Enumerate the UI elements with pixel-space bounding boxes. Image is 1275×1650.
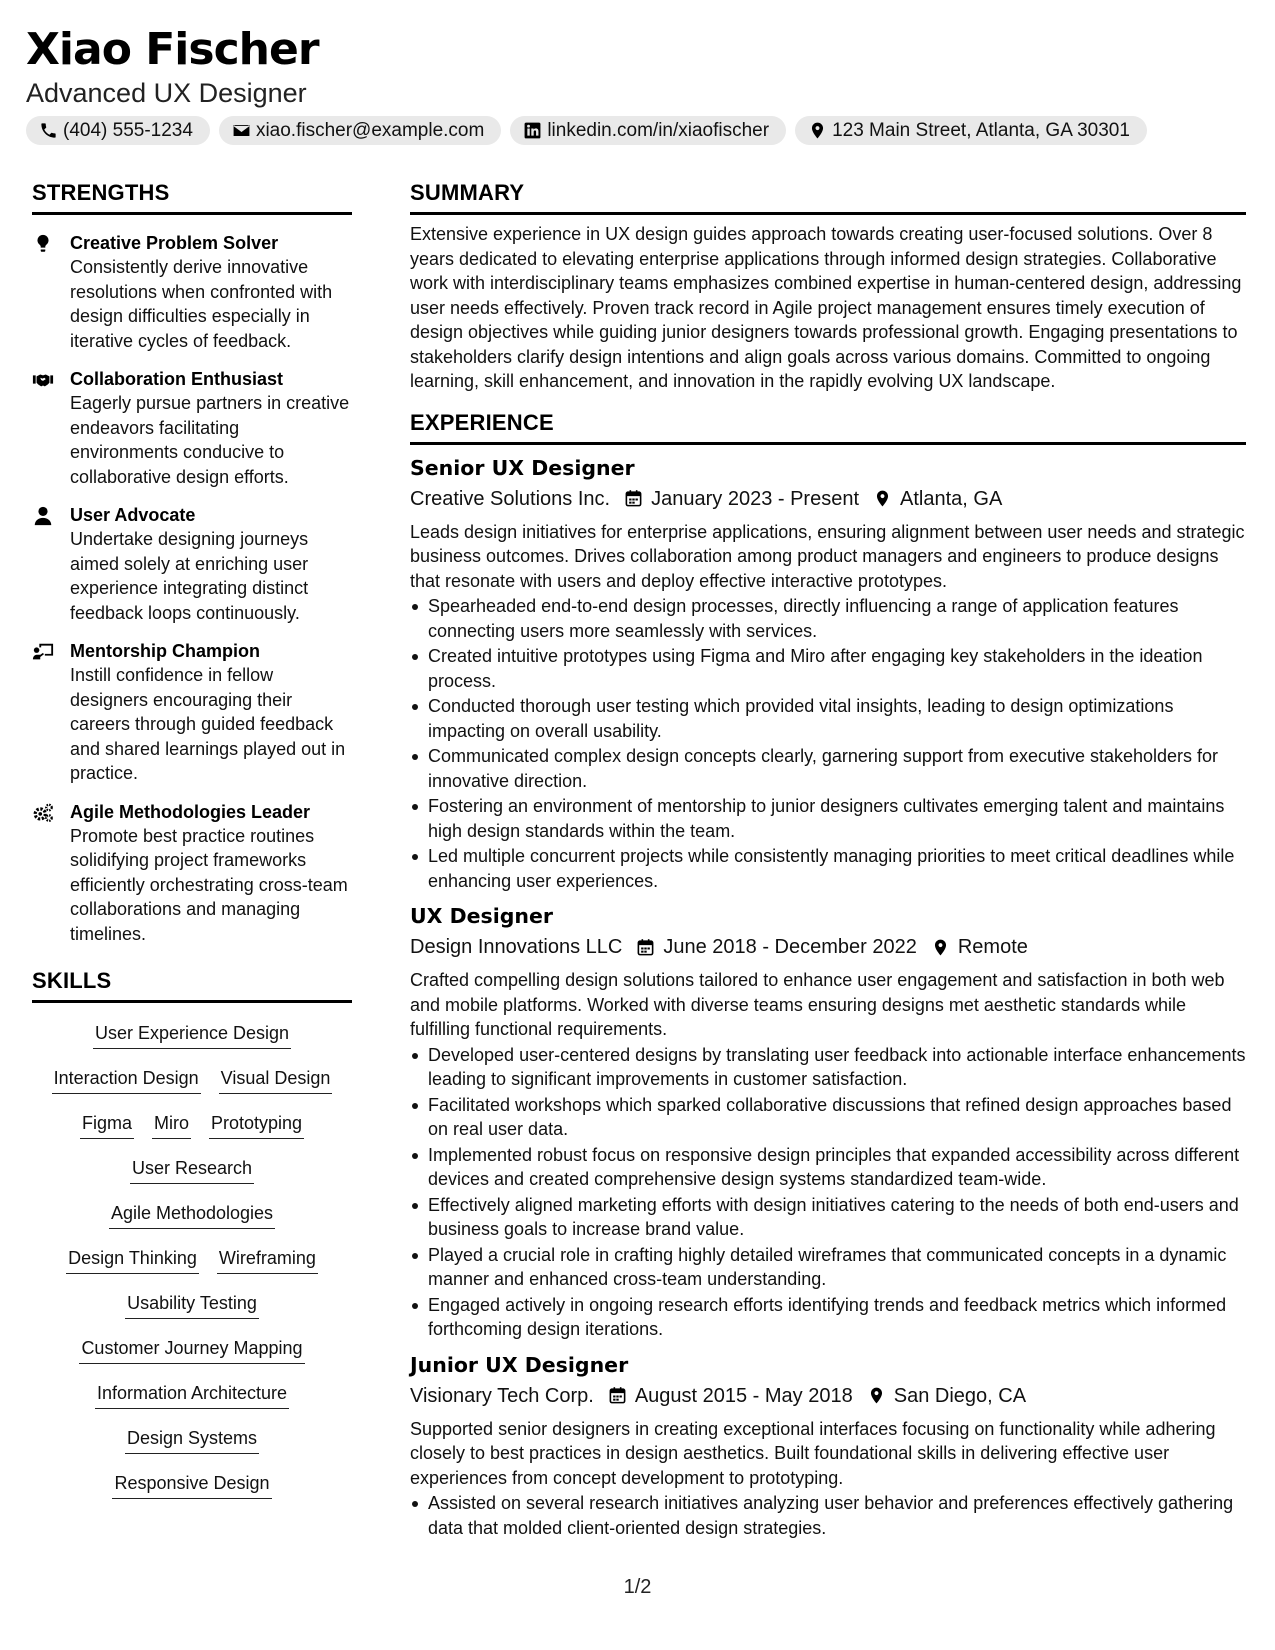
skill-row <box>32 1463 352 1508</box>
left-column <box>32 180 352 1508</box>
skill-row <box>32 1103 352 1148</box>
skill-tag: User Research <box>130 1156 254 1184</box>
contact-phone[interactable] <box>26 116 210 145</box>
skill-row <box>32 1148 352 1193</box>
calendar-icon <box>608 1386 627 1405</box>
resume-header <box>26 26 1256 145</box>
contact-email[interactable] <box>219 116 501 145</box>
summary-heading: SUMMARY <box>410 180 1246 215</box>
skill-row <box>32 1238 352 1283</box>
job-title: Senior UX Designer <box>410 455 635 480</box>
skill-tag: Miro <box>152 1111 191 1139</box>
job-bullets <box>410 594 1246 893</box>
experience-section <box>410 410 1246 1541</box>
location-pin-icon <box>867 1386 886 1405</box>
job-location: San Diego, CA <box>893 1384 1027 1407</box>
job-meta <box>410 932 1246 962</box>
skill-tag: User Experience Design <box>93 1021 291 1049</box>
skill-tag: Information Architecture <box>95 1381 289 1409</box>
job-company: Design Innovations LLC <box>410 936 623 958</box>
contact-linkedin[interactable] <box>510 116 786 145</box>
strength-text: Consistently derive innovative resolutions when confronted with design difficulties especially in iterative cycles of feedback. <box>70 257 333 351</box>
contact-address[interactable] <box>795 116 1147 145</box>
contact-phone-text: (404) 555-1234 <box>63 119 193 141</box>
location-pin-icon <box>931 938 950 957</box>
job-entry <box>410 453 1246 894</box>
job-location: Remote <box>957 936 1028 958</box>
job-description: Leads design initiatives for enterprise applications, ensuring alignment between user needs and strategic business outcomes. Drives collaboration among product managers and engineers to produce designs that resonate with users and deploy effective interactive prototypes. <box>410 521 1245 591</box>
job-title: Junior UX Designer <box>410 1352 629 1377</box>
strength-title: Collaboration Enthusiast <box>70 369 284 389</box>
skill-row <box>32 1193 352 1238</box>
skill-row <box>32 1283 352 1328</box>
job-bullet: Assisted on several research initiatives analyzing user behavior and preferences effectively gathering data that molded client-oriented design strategies. <box>410 1491 1246 1540</box>
skills-list <box>32 1013 352 1508</box>
skills-heading: SKILLS <box>32 968 352 1003</box>
skill-tag: Figma <box>80 1111 134 1139</box>
summary-text: Extensive experience in UX design guides approach towards creating user-focused solutions. Over 8 years dedicated to elevating enterprise applications through informed design strategies. Collaborative work with interdisciplinary teams emphasizes combined expertise in human-centered design, addressing user needs effectively. Proven track record in Agile project management ensures timely execution of design objectives while guiding junior designers towards professional growth. Engaging presentations to stakeholders clarify design intentions and align goals across various domains. Committed to ongoing learning, skill enhancement, and innovation in the rapidly evolving UX landscape. <box>410 224 1242 391</box>
job-description: Supported senior designers in creating exceptional interfaces focusing on functionality while adhering closely to best practices in design aesthetics. Built foundational skills in delivering effective user experiences from concept development to prototyping. <box>410 1418 1216 1488</box>
skill-tag: Responsive Design <box>112 1471 271 1499</box>
envelope-icon <box>232 121 251 140</box>
job-meta <box>410 1381 1246 1411</box>
strength-item <box>32 367 352 489</box>
candidate-name: Xiao Fischer <box>26 24 319 75</box>
skill-tag: Wireframing <box>217 1246 318 1274</box>
job-dates: August 2015 - May 2018 <box>634 1384 853 1407</box>
job-company: Creative Solutions Inc. <box>410 487 611 510</box>
skill-tag: Design Systems <box>125 1426 259 1454</box>
strength-title: User Advocate <box>70 505 196 525</box>
page-number: 1/2 <box>623 1576 652 1598</box>
skill-tag: Visual Design <box>219 1066 333 1094</box>
job-meta <box>410 484 1246 514</box>
candidate-role: Advanced UX Designer <box>26 78 307 108</box>
skill-tag: Design Thinking <box>66 1246 199 1274</box>
user-icon <box>32 505 54 527</box>
job-description: Crafted compelling design solutions tailored to enhance user engagement and satisfaction in both web and mobile platforms. Worked with diverse teams ensuring designs met aesthetic standards while fulfilling functional requirements. <box>410 970 1225 1039</box>
job-bullets <box>410 1491 1246 1540</box>
job-dates: June 2018 - December 2022 <box>663 936 917 958</box>
job-dates: January 2023 - Present <box>651 487 860 510</box>
job-bullet: Communicated complex design concepts clearly, garnering support from executive stakeholders for innovative direction. <box>410 744 1246 793</box>
strength-text: Undertake designing journeys aimed solely at enriching user experience integrating distinct feedback loops continuously. <box>70 529 309 623</box>
chalkboard-teacher-icon <box>32 641 54 663</box>
skill-tag: Agile Methodologies <box>109 1201 275 1229</box>
skill-tag: Customer Journey Mapping <box>79 1336 304 1364</box>
gears-icon <box>32 802 54 824</box>
job-bullets <box>410 1043 1246 1342</box>
strength-item <box>32 231 352 353</box>
strength-item <box>32 639 352 786</box>
handshake-icon <box>32 369 54 391</box>
skill-tag: Interaction Design <box>52 1066 201 1094</box>
job-title: UX Designer <box>410 904 554 928</box>
strengths-heading: STRENGTHS <box>32 180 352 215</box>
job-bullet: Engaged actively in ongoing research efforts identifying trends and feedback metrics which informed forthcoming design iterations. <box>410 1293 1246 1342</box>
skill-tag: Usability Testing <box>125 1291 259 1319</box>
strengths-list <box>32 231 352 946</box>
calendar-icon <box>636 938 655 957</box>
phone-icon <box>39 121 58 140</box>
contact-email-text: xiao.fischer@example.com <box>255 119 485 141</box>
strength-item <box>32 503 352 625</box>
strength-text: Instill confidence in fellow designers encouraging their careers through guided feedback and shared learnings played out in practice. <box>70 665 346 783</box>
contact-linkedin-text: linkedin.com/in/xiaofischer <box>547 119 770 141</box>
strength-item <box>32 800 352 947</box>
skill-row <box>32 1328 352 1373</box>
contact-address-text: 123 Main Street, Atlanta, GA 30301 <box>832 119 1130 141</box>
lightbulb-icon <box>32 233 54 255</box>
job-bullet: Created intuitive prototypes using Figma and Miro after engaging key stakeholders in the ideation process. <box>410 644 1246 693</box>
location-pin-icon <box>808 121 827 140</box>
skill-tag: Prototyping <box>209 1111 304 1139</box>
strength-text: Eagerly pursue partners in creative endeavors facilitating environments conducive to collaborative design efforts. <box>70 393 350 487</box>
strength-title: Mentorship Champion <box>70 641 260 661</box>
job-entry <box>410 901 1246 1342</box>
skill-row <box>32 1058 352 1103</box>
job-bullet: Facilitated workshops which sparked collaborative discussions that refined design approaches based on real user data. <box>410 1093 1246 1142</box>
skill-row <box>32 1373 352 1418</box>
calendar-icon <box>624 489 643 508</box>
linkedin-icon <box>523 121 542 140</box>
job-bullet: Spearheaded end-to-end design processes, directly influencing a range of application features connecting users more seamlessly with services. <box>410 594 1246 643</box>
skill-row <box>32 1013 352 1058</box>
job-bullet: Developed user-centered designs by translating user feedback into actionable interface enhancements leading to significant improvements in customer satisfaction. <box>410 1043 1246 1092</box>
job-bullet: Played a crucial role in crafting highly detailed wireframes that communicated concepts in a dynamic manner and enhanced cross-team understanding. <box>410 1243 1246 1292</box>
job-bullet: Conducted thorough user testing which provided vital insights, leading to design optimizations impacting on overall usability. <box>410 694 1246 743</box>
strength-title: Creative Problem Solver <box>70 233 279 253</box>
contact-bar <box>26 116 1256 145</box>
experience-heading: EXPERIENCE <box>410 410 1246 445</box>
job-bullet: Led multiple concurrent projects while consistently managing priorities to meet critical deadlines while enhancing user experiences. <box>410 844 1246 893</box>
skill-row <box>32 1418 352 1463</box>
job-bullet: Fostering an environment of mentorship to junior designers cultivates emerging talent and maintains high design standards within the team. <box>410 794 1246 843</box>
strength-title: Agile Methodologies Leader <box>70 801 311 822</box>
strength-text: Promote best practice routines solidifying project frameworks efficiently orchestrating cross-team collaborations and managing timelines. <box>70 825 348 944</box>
right-column <box>410 180 1246 1541</box>
job-company: Visionary Tech Corp. <box>410 1384 594 1407</box>
job-bullet: Effectively aligned marketing efforts with design initiatives catering to the needs of both end-users and business goals to increase brand value. <box>410 1193 1246 1242</box>
skills-section <box>32 968 352 1508</box>
location-pin-icon <box>873 489 892 508</box>
job-bullet: Implemented robust focus on responsive design principles that expanded accessibility across different devices and created comprehensive design systems standardized team-wide. <box>410 1143 1246 1192</box>
job-location: Atlanta, GA <box>900 487 1003 510</box>
job-entry <box>410 1350 1246 1541</box>
